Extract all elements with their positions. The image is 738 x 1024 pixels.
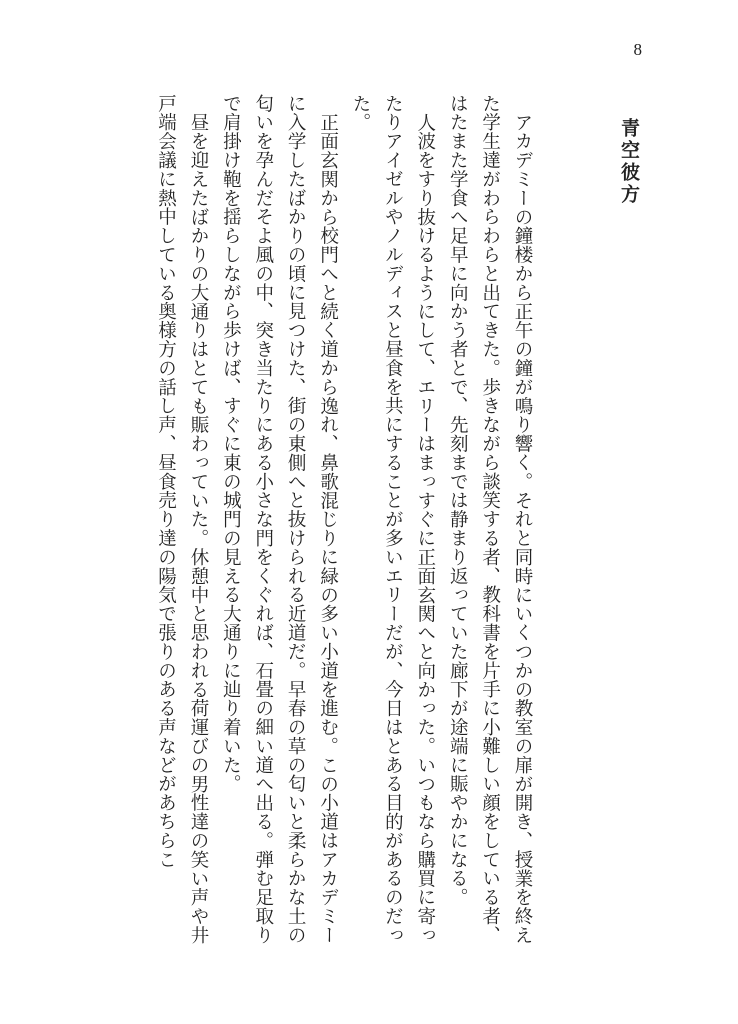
paragraph: 人波をすり抜けるようにして、エリーはまっすぐに正面玄関へと向かった。いつもなら購買に寄ったりアイゼルやノルディスと昼食を共にすることが多いエリーだが、今日はとある目的があるのだった。 [349, 94, 436, 945]
body-text [149, 94, 538, 946]
paragraph: アカデミーの鐘楼から正午の鐘が鳴り響く。それと同時にいくつかの教室の扉が開き、授業を終えた学生達がわらわらと出てきた。歩きながら談笑する者、教科書を片手に小難しい顔をしている者、はたまた学食へ足早に向かう者とで、先刻までは静まり返っていた廊下が途端に賑やかになる。 [447, 94, 533, 945]
paragraph: 昼を迎えたばかりの大通りはとても賑わっていた。休憩中と思われる荷運びの男性達の笑い声や井戸端会議に熱中している奥様方の話し声、昼食売り達の陽気で張りのある声などがあちらこ [155, 94, 209, 945]
chapter-title: 青空彼方 [618, 118, 640, 206]
paragraph: 正面玄関から校門へと続く道から逸れ、鼻歌混じりに緑の多い小道を進む。この小道はアカデミーに入学したばかりの頃に見つけた、街の東側へと抜けられる近道だ。早春の草の匂いと柔らかな土の匂いを孕んだそよ風の中、突き当たりにある小さな門をくぐれば、石畳の細い道へ出る。弾む足取りで肩掛け鞄を揺らしながら歩けば、すぐに東の城門の見える大通りに辿り着いた。 [220, 94, 339, 945]
page-number: 8 [633, 40, 642, 59]
